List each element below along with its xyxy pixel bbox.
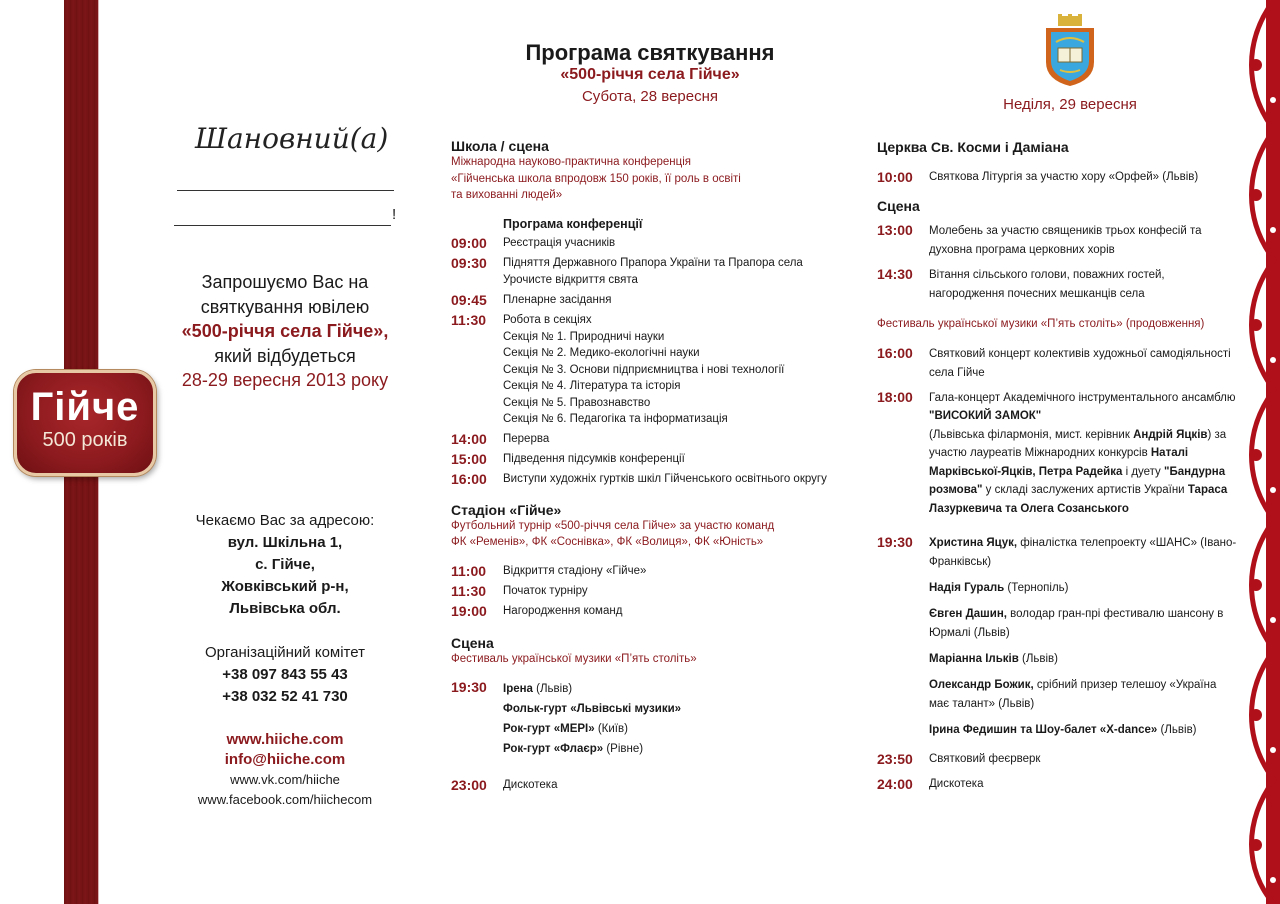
- committee-label: Організаційний комітет: [205, 644, 365, 661]
- address-district: Жовківський р-н,: [221, 578, 349, 595]
- invite-line: святкування ювілею: [200, 296, 370, 317]
- time: 13:00: [877, 222, 913, 238]
- coat-of-arms-icon: [1042, 14, 1098, 88]
- event-text: Пленарне засідання: [503, 293, 612, 306]
- sunday-date: Неділя, 29 вересня: [1003, 96, 1137, 113]
- event-text: Дискотека: [929, 778, 984, 790]
- conference-name: та вихованні людей»: [451, 189, 563, 201]
- schedule-row: [451, 235, 841, 252]
- schedule-row: [877, 534, 1237, 747]
- conference-name: Міжнародна науково-практична конференція: [451, 156, 691, 168]
- village-badge: [14, 370, 156, 476]
- program-title-block: [440, 40, 860, 105]
- tournament-name: Футбольний турнір «500-річчя села Гійче» за участю команд: [451, 519, 775, 532]
- festival-continuation: Фестиваль української музики «П’ять століть» (продовження): [877, 318, 1205, 330]
- section-heading-church: Церква Св. Косми і Даміана: [877, 139, 1069, 155]
- schedule-row: [451, 451, 841, 468]
- performer: Христина Яцук, фіналістка телепроекту «ШАНС» (Івано-Франківськ): [929, 537, 1237, 568]
- schedule-row: [877, 751, 1237, 768]
- folk-ornament-border: [1244, 0, 1280, 904]
- conference-program-heading: Програма конференції: [503, 216, 643, 231]
- performer: Рок-гурт «МЕРІ» (Київ): [503, 723, 628, 735]
- performer: Олександр Божик, срібний призер телешоу «Україна має талант» (Львів): [929, 679, 1217, 710]
- event-text: Дискотека: [503, 779, 558, 791]
- event-text: Вітання сільського голови, поважних гостей, нагородження почесних мешканців села: [929, 269, 1165, 300]
- performer: Євген Дашин, володар гран-прі фестивалю шансону в Юрмалі (Львів): [929, 608, 1224, 639]
- time: 19:30: [451, 679, 487, 695]
- time: 11:30: [451, 311, 487, 328]
- address-region: Львівська обл.: [229, 600, 341, 617]
- event-text: Секція № 1. Природничі науки: [503, 330, 665, 343]
- schedule-row: [451, 563, 841, 580]
- schedule-row: [451, 395, 841, 412]
- performer: Маріанна Ільків (Львів): [929, 653, 1058, 665]
- event-text: Перерва: [503, 432, 550, 445]
- schedule-row: [877, 345, 1237, 383]
- time: 09:45: [451, 291, 487, 308]
- time: 11:30: [451, 582, 487, 599]
- performer: Ірина Федишин та Шоу-балет «X-dance» (Львів): [929, 724, 1197, 736]
- schedule-row: [451, 292, 841, 309]
- schedule-row: [451, 345, 841, 362]
- facebook-link[interactable]: www.facebook.com/hiichecom: [197, 792, 373, 807]
- event-subtitle: «500-річчя села Гійче»: [560, 66, 740, 83]
- event-text: Відкриття стадіону «Гійче»: [503, 564, 647, 577]
- schedule-row: [877, 222, 1237, 260]
- invite-dates: 28-29 вересня 2013 року: [181, 370, 389, 390]
- event-text: Підведення підсумків конференції: [503, 452, 685, 465]
- event-text: Підняття Державного Прапора України та Прапора села: [503, 257, 803, 269]
- schedule-row: [877, 266, 1237, 304]
- gala-concert-text: Гала-концерт Академічного інструментального ансамблю "ВИСОКИЙ ЗАМОК" (Львівська філармонія, мист. керівник Андрій Яцків) за участю лауреатів Міжнародних конкурсів Наталі Марківської-Яцків, Петра Радейка і дуету "Бандурна розмова" у складі заслужених артистів України Тараса Лазуркевича та Олега Созанського: [929, 391, 1236, 515]
- invite-line: який відбудеться: [214, 345, 356, 366]
- saturday-date: Субота, 28 вересня: [581, 88, 719, 105]
- schedule-row: [451, 471, 841, 488]
- schedule-row: [451, 777, 841, 794]
- invite-event-name: «500-річчя села Гійче»,: [181, 321, 389, 341]
- name-line-1: [177, 190, 394, 191]
- time: 18:00: [877, 388, 913, 405]
- event-text: Робота в секціях: [503, 313, 592, 326]
- tournament-teams: ФК «Ременів», ФК «Соснівка», ФК «Волиця», ФК «Юність»: [451, 536, 764, 548]
- page-title: Програма святкування: [525, 40, 775, 65]
- invite-line: Запрошуємо Вас на: [201, 272, 369, 292]
- schedule-row: [451, 679, 841, 759]
- section-heading-stage: Сцена: [451, 634, 494, 651]
- performer: Фольк-гурт «Львівські музики»: [503, 703, 682, 715]
- exclamation: !: [392, 206, 397, 223]
- event-text: Секція № 4. Література та історія: [503, 380, 681, 392]
- time: 19:00: [451, 602, 487, 619]
- schedule-row: [451, 583, 841, 600]
- schedule-row: [451, 329, 841, 346]
- address-village: с. Гійче,: [255, 556, 315, 573]
- schedule-row: [451, 272, 841, 289]
- time: 19:30: [877, 534, 913, 550]
- schedule-row: [451, 312, 841, 329]
- festival-name: Фестиваль української музики «П’ять століть»: [451, 652, 697, 665]
- address-street: вул. Шкільна 1,: [227, 534, 343, 551]
- badge-years: 500 років: [42, 429, 128, 451]
- greeting: Шановний(а): [195, 122, 389, 155]
- time: 16:00: [451, 470, 487, 487]
- time: 24:00: [877, 776, 913, 792]
- section-heading-stadium: Стадіон «Гійче»: [451, 501, 562, 518]
- event-text: Реєстрація учасників: [503, 237, 616, 249]
- event-text: Святкова Літургія за участю хору «Орфей» (Львів): [929, 171, 1199, 183]
- time: 14:30: [877, 266, 913, 282]
- schedule-row: [451, 431, 841, 448]
- time: 23:00: [451, 777, 487, 793]
- time: 09:00: [451, 235, 487, 251]
- section-heading-school: Школа / сцена: [451, 138, 549, 154]
- time: 16:00: [877, 344, 913, 361]
- event-text: Секція № 5. Правознавство: [503, 396, 651, 409]
- links-block: [160, 730, 410, 810]
- address-intro: Чекаємо Вас за адресою:: [195, 512, 375, 529]
- time: 11:00: [451, 562, 487, 579]
- invitation-text: [160, 270, 410, 393]
- event-text: Секція № 2. Медико-екологічні науки: [503, 347, 700, 359]
- event-text: Святковий концерт колективів художньої самодіяльності села Гійче: [929, 347, 1231, 379]
- vk-link[interactable]: www.vk.com/hiiche: [230, 772, 340, 787]
- schedule-row: [877, 776, 1237, 793]
- schedule-row: [451, 603, 841, 620]
- time: 14:00: [451, 430, 487, 447]
- event-text: Виступи художніх гуртків шкіл Гійченського освітнього округу: [503, 472, 827, 485]
- event-text: Нагородження команд: [503, 604, 623, 617]
- schedule-row: [451, 255, 841, 272]
- event-text: Святковий феєрверк: [929, 753, 1041, 765]
- time: 09:30: [451, 255, 487, 271]
- name-line-2: [174, 225, 391, 226]
- website-link[interactable]: www.hiiche.com: [226, 731, 344, 748]
- time: 23:50: [877, 751, 913, 767]
- schedule-row: [877, 389, 1237, 519]
- phone-2: +38 032 52 41 730: [222, 688, 348, 705]
- committee-block: [160, 642, 410, 708]
- phone-1: +38 097 843 55 43: [222, 666, 348, 683]
- schedule-row: [877, 169, 1237, 186]
- event-text: Урочисте відкриття свята: [503, 274, 638, 286]
- performer: Рок-гурт «Флаєр» (Рівне): [503, 743, 644, 755]
- event-text: Молебень за участю священиків трьох конфесій та духовна програма церковних хорів: [929, 225, 1202, 256]
- schedule-row: [451, 378, 841, 395]
- saturday-program: [451, 138, 841, 794]
- performer: Надія Гураль (Тернопіль): [929, 582, 1069, 594]
- performer: Ірена (Львів): [503, 683, 573, 695]
- address-block: [160, 510, 410, 620]
- time: 15:00: [451, 450, 487, 467]
- event-text: Секція № 6. Педагогіка та інформатизація: [503, 413, 728, 425]
- schedule-row: [451, 362, 841, 379]
- event-text: Секція № 3. Основи підприємництва і нові технології: [503, 363, 785, 376]
- email-link[interactable]: info@hiiche.com: [224, 751, 346, 768]
- section-heading-stage: Сцена: [877, 198, 920, 214]
- schedule-row: [451, 411, 841, 428]
- conference-name: «Гійченська школа впродовж 150 років, її роль в освіті: [451, 172, 741, 185]
- event-text: Початок турніру: [503, 584, 588, 597]
- time: 10:00: [877, 169, 913, 185]
- sunday-program: [877, 139, 1237, 793]
- badge-name: Гійче: [30, 385, 140, 429]
